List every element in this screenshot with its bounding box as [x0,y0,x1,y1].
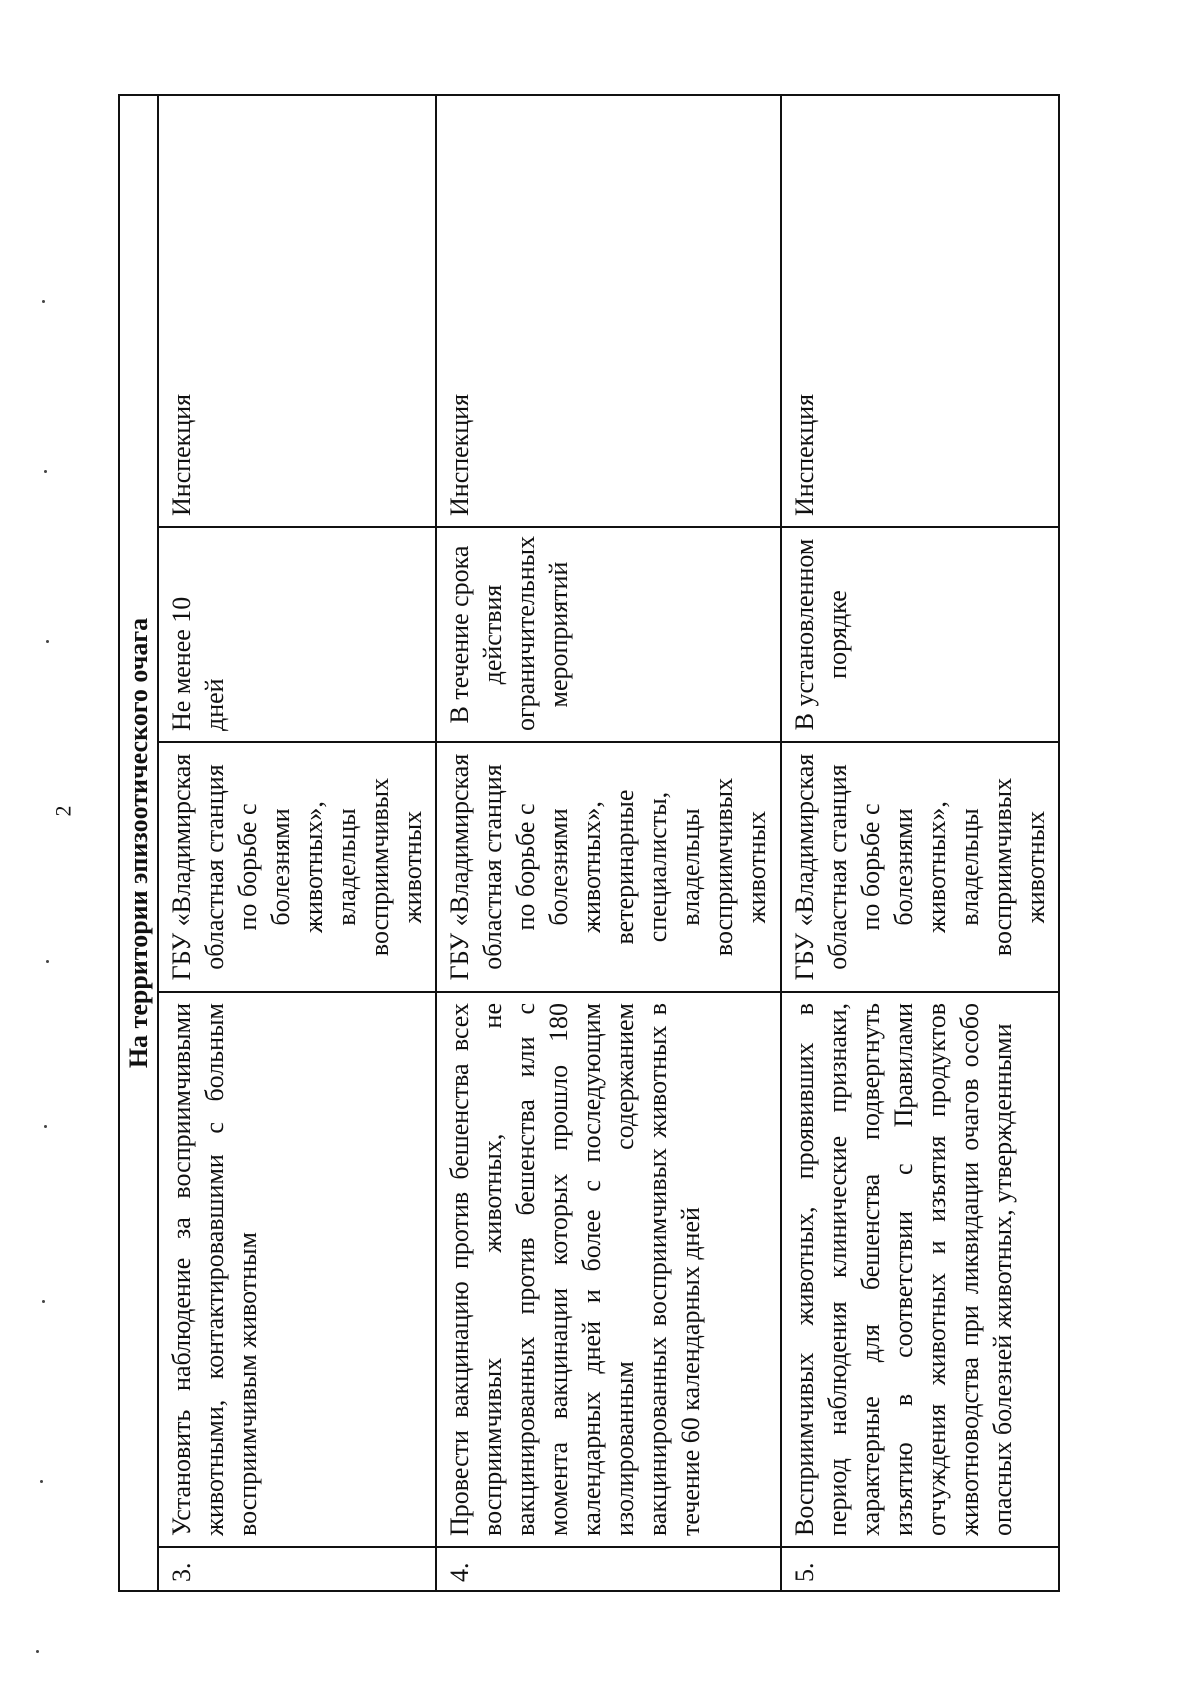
action-cell: Восприимчивых животных, проявивших в период наблюдения клинические признаки, характерные для бешенства подвергнуть изъятию в соответствии с Правилами отчуждения животных и изъятия продуктов животноводства при ликвидации очагов особо опасных болезней животных, утвержденными [781,992,1059,1547]
row-number: 5. [781,1547,1059,1591]
responsible-cell: ГБУ «Владимирская областная станция по борьбе с болезнями животных», владельцы восприимчивых животных [158,742,436,992]
page-number: 2 [50,805,76,817]
row-number: 3. [158,1547,436,1591]
scan-speck [40,1480,43,1483]
control-cell: Инспекция [158,95,436,527]
responsible-cell: ГБУ «Владимирская областная станция по борьбе с болезнями животных», владельцы восприимчивых животных [781,742,1059,992]
section-title: На территории эпизоотического очага [119,95,158,1591]
scan-speck [46,640,49,643]
row-number: 4. [436,1547,780,1591]
scan-speck [42,300,45,303]
term-cell: Не менее 10 дней [158,527,436,742]
table-row [436,95,780,1591]
control-cell: Инспекция [436,95,780,527]
term-cell: В течение срока действия ограничительных мероприятий [436,527,780,742]
scan-speck [44,1125,47,1128]
table-row [781,95,1059,1591]
term-cell: В установленном порядке [781,527,1059,742]
section-header-row [119,95,158,1591]
scan-speck [46,960,49,963]
scan-speck [44,470,47,473]
table-row [158,95,436,1591]
responsible-cell: ГБУ «Владимирская областная станция по борьбе с болезнями животных», ветеринарные специалисты, владельцы восприимчивых животных [436,742,780,992]
action-cell: Провести вакцинацию против бешенства всех восприимчивых животных, не вакцинированных против бешенства или с момента вакцинации которых прошло 180 календарных дней и более с последующим изолированным содержанием вакцинированных восприимчивых животных в течение 60 календарных дней [436,992,780,1547]
rotated-table-container [118,94,1060,1592]
action-cell: Установить наблюдение за восприимчивыми животными, контактировавшими с больным восприимчивым животным [158,992,436,1547]
scan-speck [42,1300,45,1303]
measures-table [118,94,1060,1592]
scan-speck [36,1650,39,1653]
control-cell: Инспекция [781,95,1059,527]
